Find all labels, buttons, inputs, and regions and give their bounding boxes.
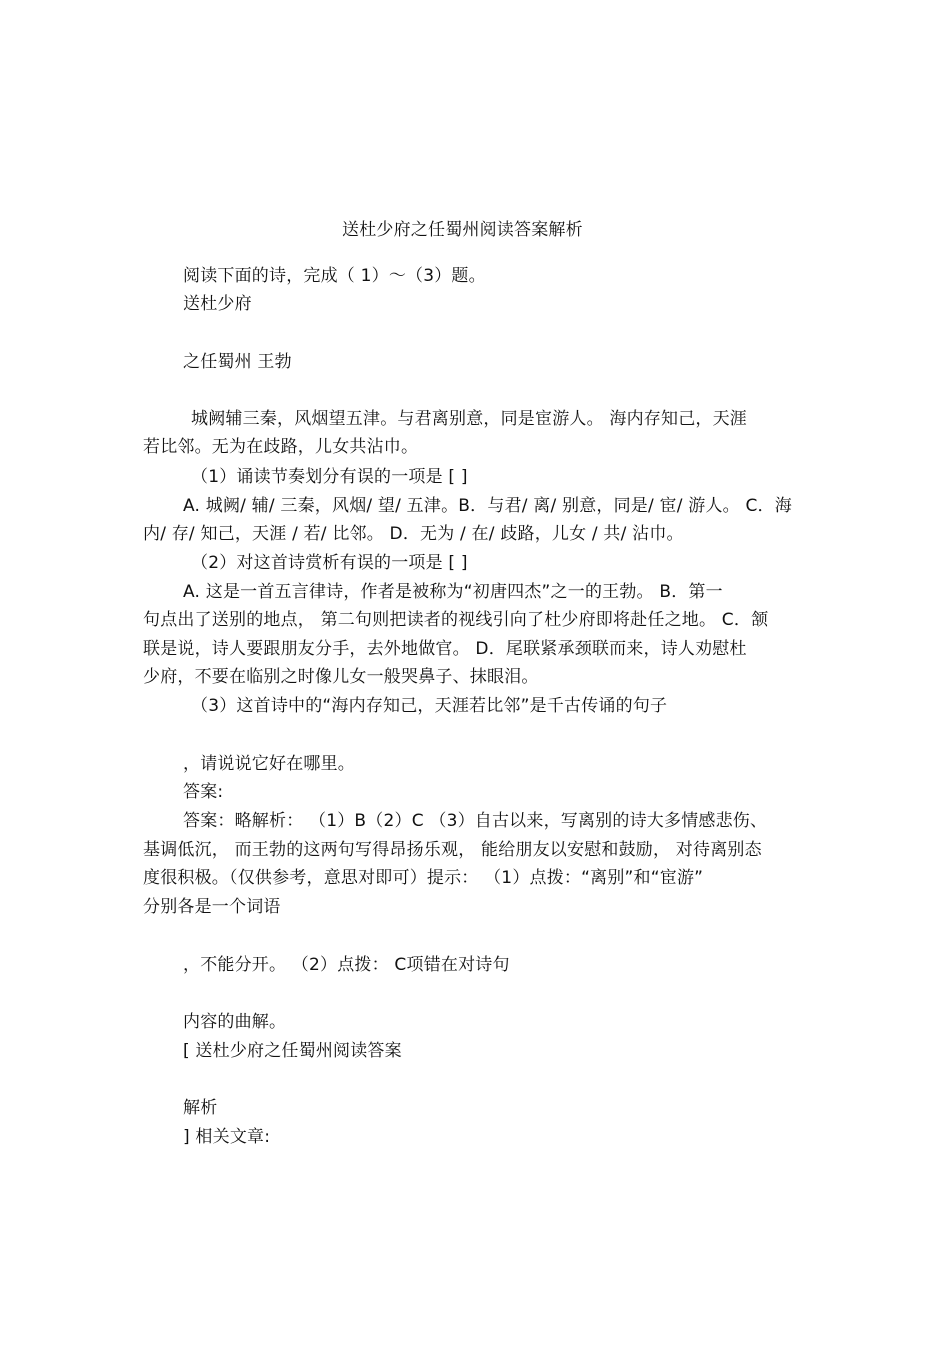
- answer-line-1: 答案：略解析： （1）B（2）C （3）自古以来，写离别的诗大多情感悲伤、: [183, 811, 768, 831]
- related-articles-label: ] 相关文章:: [183, 1127, 271, 1147]
- hint-line: ，不能分开。 （2）点拨： C项错在对诗句: [183, 955, 510, 975]
- question-2-options-line-1: A. 这是一首五言律诗，作者是被称为“初唐四杰”之一的王勃。 B．第一: [183, 582, 723, 602]
- page-title: 送杜少府之任蜀州阅读答案解析: [342, 220, 583, 240]
- poem-line-1: 城阙辅三秦，风烟望五津。与君离别意，同是宦游人。 海内存知己，天涯: [191, 409, 748, 429]
- answer-line-3: 度很积极。（仅供参考，意思对即可）提示： （1）点拨：“离别”和“宦游”: [143, 868, 704, 888]
- poem-line-2: 若比邻。无为在歧路，儿女共沾巾。: [143, 437, 419, 457]
- article-link-continuation[interactable]: 解析: [183, 1098, 218, 1118]
- question-2-prompt: （2）对这首诗赏析有误的一项是 [ ]: [191, 553, 468, 573]
- answer-label: 答案:: [183, 782, 224, 802]
- answer-line-4: 分别各是一个词语: [143, 897, 281, 917]
- poem-title: 送杜少府: [183, 294, 252, 314]
- question-1-options-line-2: 内/ 存/ 知己，天涯 / 若/ 比邻。 D．无为 / 在/ 歧路，儿女 / 共/ 沾巾。: [143, 524, 684, 544]
- question-1-options-line-1: A. 城阙/ 辅/ 三秦，风烟/ 望/ 五津。B．与君/ 离/ 别意，同是/ 宦/ 游人。 C．海: [183, 496, 792, 516]
- question-2-options-line-3: 联是说，诗人要跟朋友分手，去外地做官。 D．尾联紧承颈联而来，诗人劝慰杜: [143, 639, 747, 659]
- question-1-prompt: （1）诵读节奏划分有误的一项是 [ ]: [191, 467, 468, 487]
- question-2-options-line-2: 句点出了送别的地点， 第二句则把读者的视线引向了杜少府即将赴任之地。 C．颔: [143, 610, 769, 630]
- answer-line-2: 基调低沉， 而王勃的这两句写得昂扬乐观， 能给朋友以安慰和鼓励， 对待离别态: [143, 840, 762, 860]
- hint-continuation: 内容的曲解。: [183, 1012, 287, 1032]
- question-3-prompt: （3）这首诗中的“海内存知己，天涯若比邻”是千古传诵的句子: [191, 696, 668, 716]
- intro-text: 阅读下面的诗，完成（ 1）～（3）题。: [183, 266, 486, 286]
- article-link-line[interactable]: [ 送杜少府之任蜀州阅读答案: [183, 1041, 402, 1061]
- poem-subtitle: 之任蜀州 王勃: [183, 352, 292, 372]
- question-3-continuation: ，请说说它好在哪里。: [183, 754, 355, 774]
- question-2-options-line-4: 少府，不要在临别之时像儿女一般哭鼻子、抹眼泪。: [143, 667, 539, 687]
